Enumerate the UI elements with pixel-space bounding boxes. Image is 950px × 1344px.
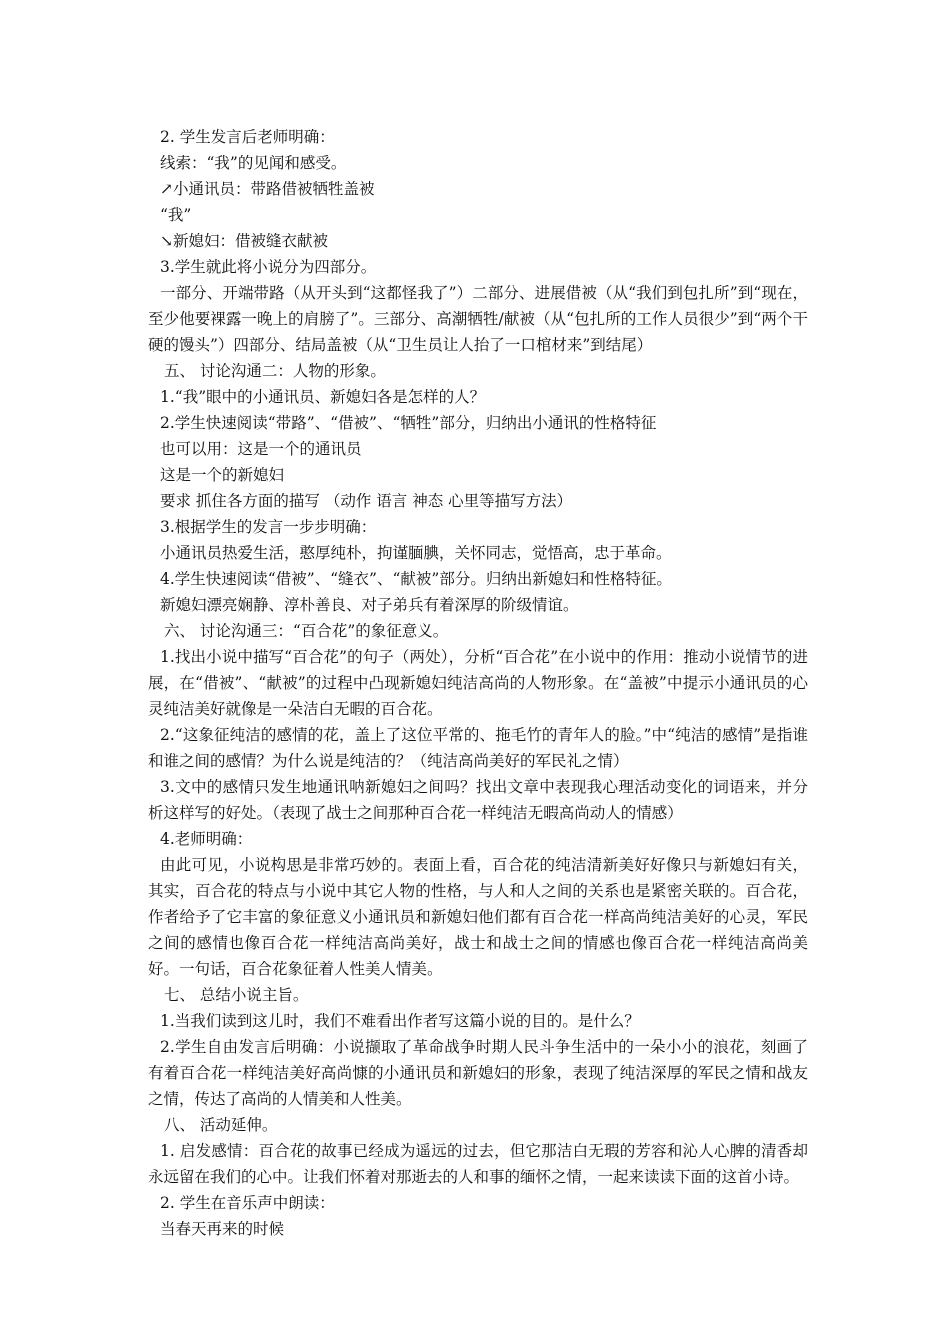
text-line: 4.老师明确： xyxy=(160,830,253,848)
text-line: 4.学生快速阅读“借被”、“缝衣”、“献被”部分。归纳出新媳妇和性格特征。 xyxy=(160,570,672,588)
paragraph xyxy=(148,852,808,982)
section-heading: 七、 总结小说主旨。 xyxy=(164,986,309,1004)
section-heading: 八、 活动延伸。 xyxy=(164,1116,278,1134)
paragraph-text: 3.文中的感情只发生地通讯呐新媳妇之间吗？找出文章中表现我心理活动变化的词语来，并分析这样写的好处。（表现了战士之间那种百合花一样纯洁无暇高尚动人的情感） xyxy=(148,778,808,822)
section-heading: 六、 讨论沟通三：“百合花”的象征意义。 xyxy=(164,622,449,640)
text-line: ↗小通讯员：带路借被牺牲盖被 xyxy=(160,180,375,198)
paragraph xyxy=(148,774,808,826)
text-line: 当春天再来的时候 xyxy=(160,1220,285,1238)
text-line: 2. 学生发言后老师明确： xyxy=(160,128,335,146)
paragraph xyxy=(148,722,808,774)
paragraph-text: 1. 启发感情：百合花的故事已经成为遥远的过去，但它那洁白无瑕的芳容和沁人心脾的清香却永远留在我们的心中。让我们怀着对那逝去的人和事的缅怀之情，一起来读读下面的这首小诗。 xyxy=(148,1142,808,1186)
text-line: 新媳妇漂亮娴静、淳朴善良、对子弟兵有着深厚的阶级情谊。 xyxy=(160,596,579,614)
paragraph-text: 2.“这象征纯洁的感情的花，盖上了这位平常的、拖毛竹的青年人的脸。”中“纯洁的感情”是指谁和谁之间的感情？为什么说是纯洁的？（纯洁高尚美好的军民礼之情） xyxy=(148,726,808,770)
text-line: 1.“我”眼中的小通讯员、新媳妇各是怎样的人？ xyxy=(160,388,486,406)
text-line: 这是一个的新媳妇 xyxy=(160,466,285,484)
paragraph xyxy=(148,1034,808,1112)
section-heading: 五、 讨论沟通二：人物的形象。 xyxy=(164,362,386,380)
text-line: 2.学生快速阅读“带路”、“借被”、“牺牲”部分，归纳出小通讯的性格特征 xyxy=(160,414,657,432)
text-line: ↘新媳妇：借被缝衣献被 xyxy=(160,232,328,250)
paragraph-text: 2.学生自由发言后明确：小说撷取了革命战争时期人民斗争生活中的一朵小小的浪花，刻画了有着百合花一样纯洁美好高尚慷的小通讯员和新媳妇的形象，表现了纯洁深厚的军民之情和战友之情，传达了高尚的人情美和人性美。 xyxy=(148,1038,808,1108)
text-line: 也可以用：这是一个的通讯员 xyxy=(160,440,362,458)
text-line: 3.学生就此将小说分为四部分。 xyxy=(160,258,377,276)
text-line: 3.根据学生的发言一步步明确： xyxy=(160,518,377,536)
paragraph-text: 一部分、开端带路（从开头到“这都怪我了”）二部分、进展借被（从“我们到包扎所”到“现在，至少他要裸露一晚上的肩膀了”。三部分、高潮牺牲/献被（从“包扎所的工作人员很少”到“两个干硬的馒头”）四部分、结局盖被（从“卫生员让人抬了一口棺材来”到结尾） xyxy=(148,284,808,354)
paragraph xyxy=(148,644,808,722)
text-line: “我” xyxy=(160,206,192,224)
text-line: 线索：“我”的见闻和感受。 xyxy=(160,154,347,172)
text-line: 1.当我们读到这儿时，我们不难看出作者写这篇小说的目的。是什么？ xyxy=(160,1012,640,1030)
paragraph-text: 1.找出小说中描写“百合花”的句子（两处），分析“百合花”在小说中的作用：推动小说情节的进展，在“借被”、“献被”的过程中凸现新媳妇纯洁高尚的人物形象。在“盖被”中提示小通讯员的心灵纯洁美好就像是一朵洁白无暇的百合花。 xyxy=(148,648,808,718)
paragraph-text: 由此可见，小说构思是非常巧妙的。表面上看，百合花的纯洁清新美好好像只与新媳妇有关，其实，百合花的特点与小说中其它人物的性格，与人和人之间的关系也是紧密关联的。百合花，作者给予了它丰富的象征意义小通讯员和新媳妇他们都有百合花一样高尚纯洁美好的心灵，军民之间的感情也像百合花一样纯洁高尚美好，战士和战士之间的情感也像百合花一样纯洁高尚美好。一句话，百合花象征着人性美人情美。 xyxy=(148,856,808,978)
text-line: 小通讯员热爱生活，憨厚纯朴，拘谨腼腆，关怀同志，觉悟高，忠于革命。 xyxy=(160,544,672,562)
text-line: 2. 学生在音乐声中朗读： xyxy=(160,1194,335,1212)
text-line: 要求 抓住各方面的描写 （动作 语言 神态 心里等描写方法） xyxy=(160,492,573,510)
paragraph xyxy=(148,1138,808,1190)
paragraph xyxy=(148,280,808,358)
document-body xyxy=(148,124,808,1242)
